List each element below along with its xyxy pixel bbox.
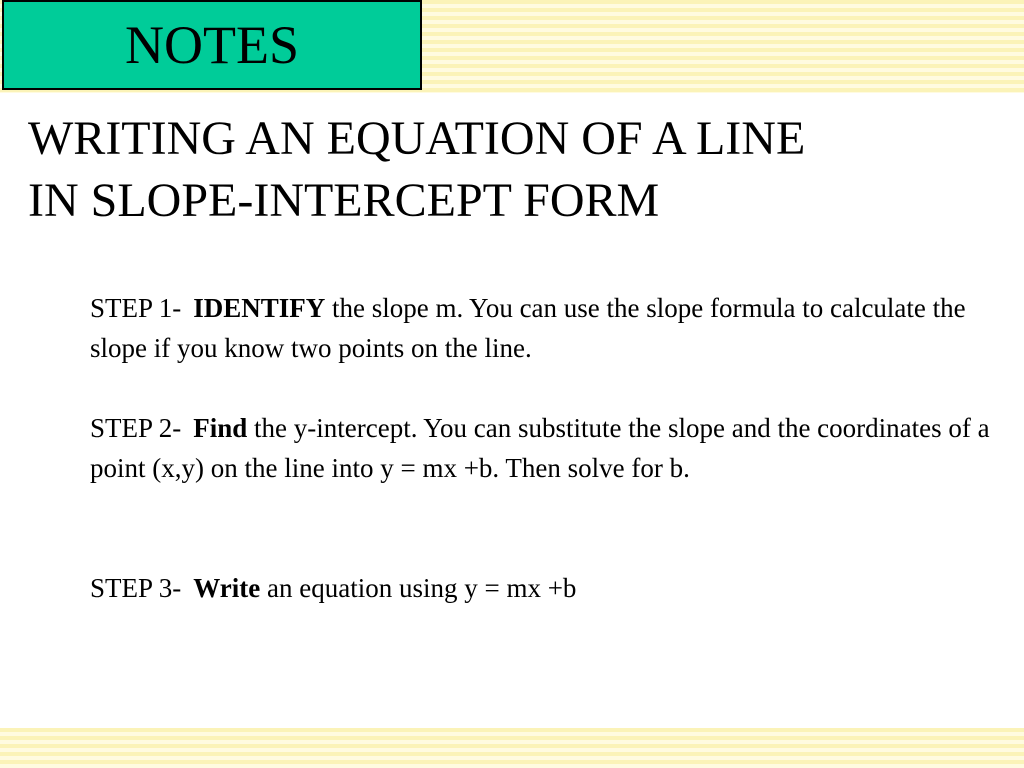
step-2-label: STEP 2- — [90, 413, 182, 443]
step-2 — [90, 408, 990, 488]
step-2-keyword: Find — [193, 413, 248, 443]
step-1-label: STEP 1- — [90, 293, 182, 323]
notes-header-box — [2, 0, 422, 90]
steps-list — [90, 288, 990, 608]
bottom-stripe-band — [0, 728, 1024, 768]
title-line-2: IN SLOPE-INTERCEPT FORM — [28, 174, 660, 227]
notes-label: NOTES — [125, 15, 299, 75]
step-1-text: the slope m. You can use the slope formula to calculate the slope if you know two points on the line. — [90, 293, 966, 363]
step-3-text: an equation using y = mx +b — [260, 573, 577, 603]
step-2-text: the y-intercept. You can substitute the slope and the coordinates of a point (x,y) on the line into y = mx +b. Then solve for b. — [90, 413, 990, 483]
step-3-keyword: Write — [193, 573, 261, 603]
step-3 — [90, 568, 990, 608]
slide-title — [28, 108, 1008, 232]
step-1-keyword: IDENTIFY — [193, 293, 326, 323]
step-3-label: STEP 3- — [90, 573, 182, 603]
title-line-1: WRITING AN EQUATION OF A LINE — [28, 112, 806, 165]
step-1 — [90, 288, 990, 368]
